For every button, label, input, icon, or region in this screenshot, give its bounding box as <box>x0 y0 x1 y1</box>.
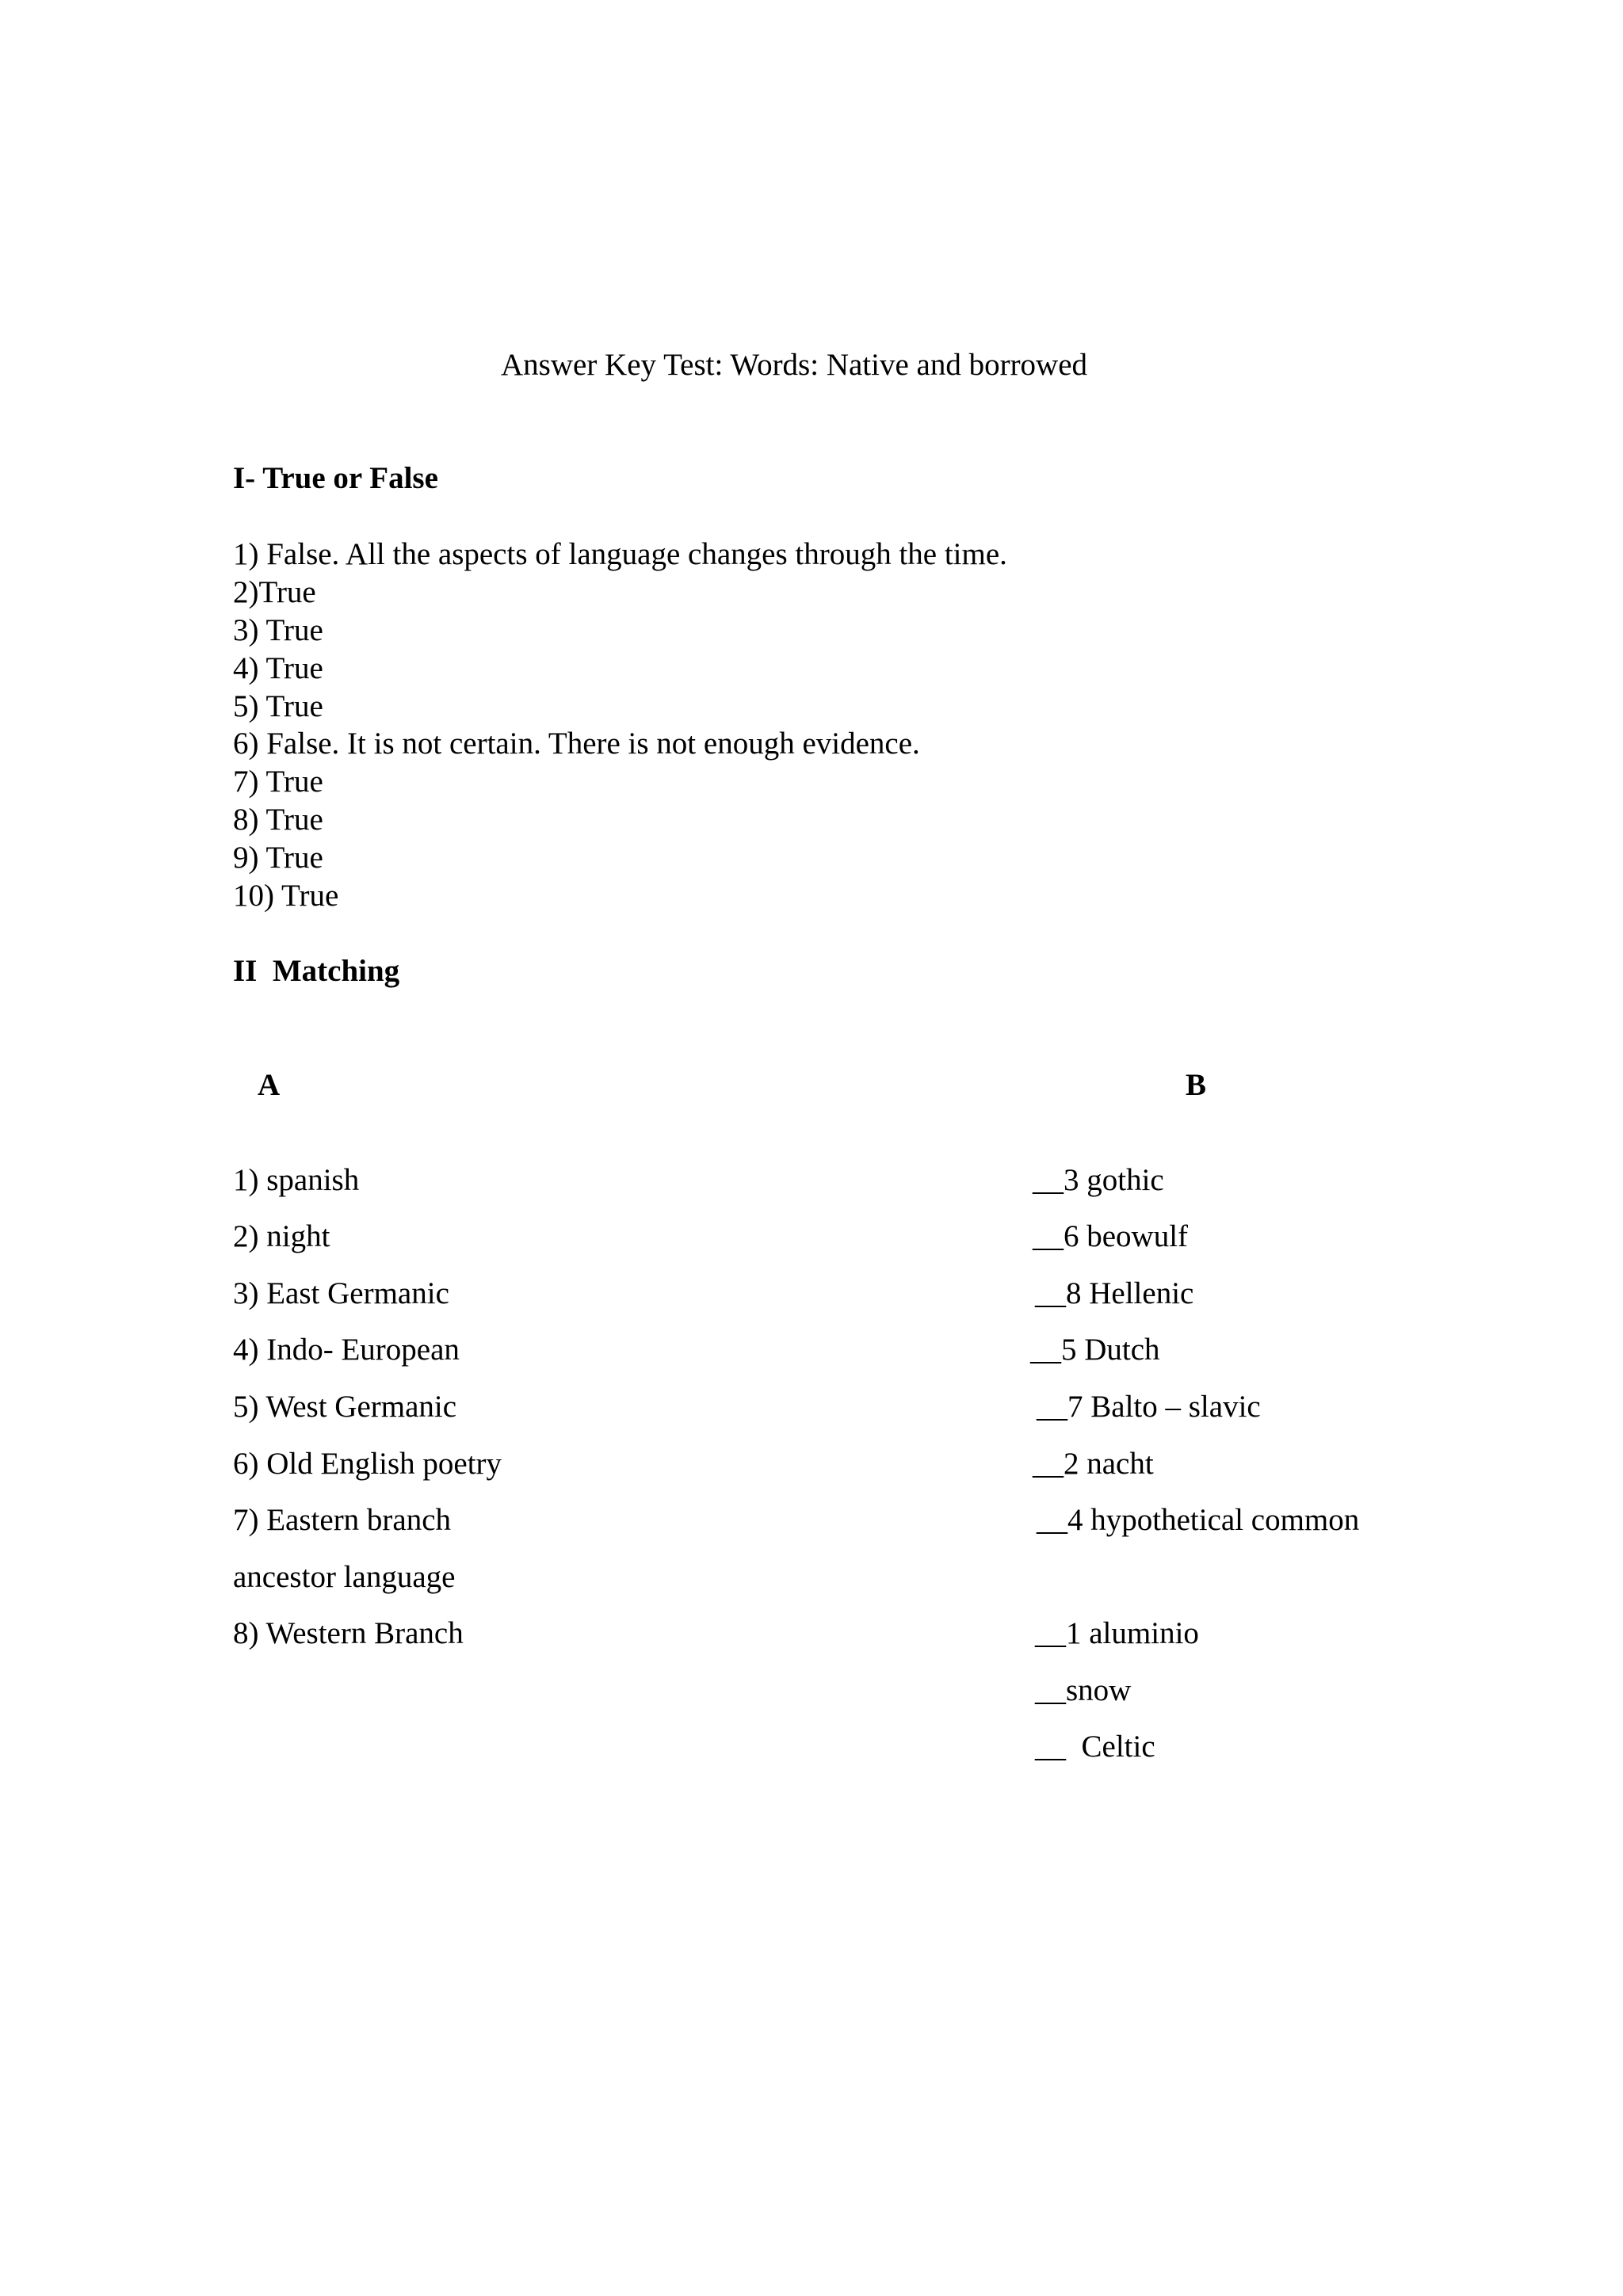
section-heading-matching: II Matching <box>233 954 400 988</box>
list-item: __snow <box>1035 1673 1132 1707</box>
list-item: 2)True <box>233 575 316 609</box>
list-item: __ Celtic <box>1035 1730 1155 1764</box>
page-title: Answer Key Test: Words: Native and borrowed <box>501 348 1088 382</box>
list-item: 2) night <box>233 1219 330 1253</box>
list-item: 8) True <box>233 803 323 837</box>
list-item: __5 Dutch <box>1030 1333 1160 1367</box>
list-item: __4 hypothetical common <box>1037 1503 1360 1537</box>
list-item: 4) True <box>233 651 323 685</box>
list-item: __3 gothic <box>1033 1163 1164 1197</box>
list-item: 3) East Germanic <box>233 1276 449 1310</box>
section-heading-true-false: I- True or False <box>233 461 438 495</box>
list-item: __6 beowulf <box>1033 1219 1189 1253</box>
list-item: 9) True <box>233 841 323 875</box>
list-item: 3) True <box>233 613 323 647</box>
list-item: __8 Hellenic <box>1035 1276 1194 1310</box>
list-item: ancestor language <box>233 1560 456 1594</box>
list-item: 7) True <box>233 765 323 799</box>
list-item: 1) spanish <box>233 1163 360 1197</box>
list-item: 5) West Germanic <box>233 1390 457 1424</box>
list-item: 8) Western Branch <box>233 1616 464 1650</box>
list-item: 5) True <box>233 689 323 723</box>
column-b-header: B <box>1186 1068 1207 1102</box>
list-item: 4) Indo- European <box>233 1333 460 1367</box>
list-item: 6) False. It is not certain. There is not enough evidence. <box>233 727 920 761</box>
list-item: __2 nacht <box>1033 1447 1154 1481</box>
list-item: __7 Balto – slavic <box>1037 1390 1261 1424</box>
list-item: 6) Old English poetry <box>233 1447 502 1481</box>
list-item: 1) False. All the aspects of language changes through the time. <box>233 537 1007 571</box>
list-item: __1 aluminio <box>1035 1616 1199 1650</box>
list-item: 7) Eastern branch <box>233 1503 452 1537</box>
list-item: 10) True <box>233 879 339 913</box>
column-a-header: A <box>258 1068 281 1102</box>
